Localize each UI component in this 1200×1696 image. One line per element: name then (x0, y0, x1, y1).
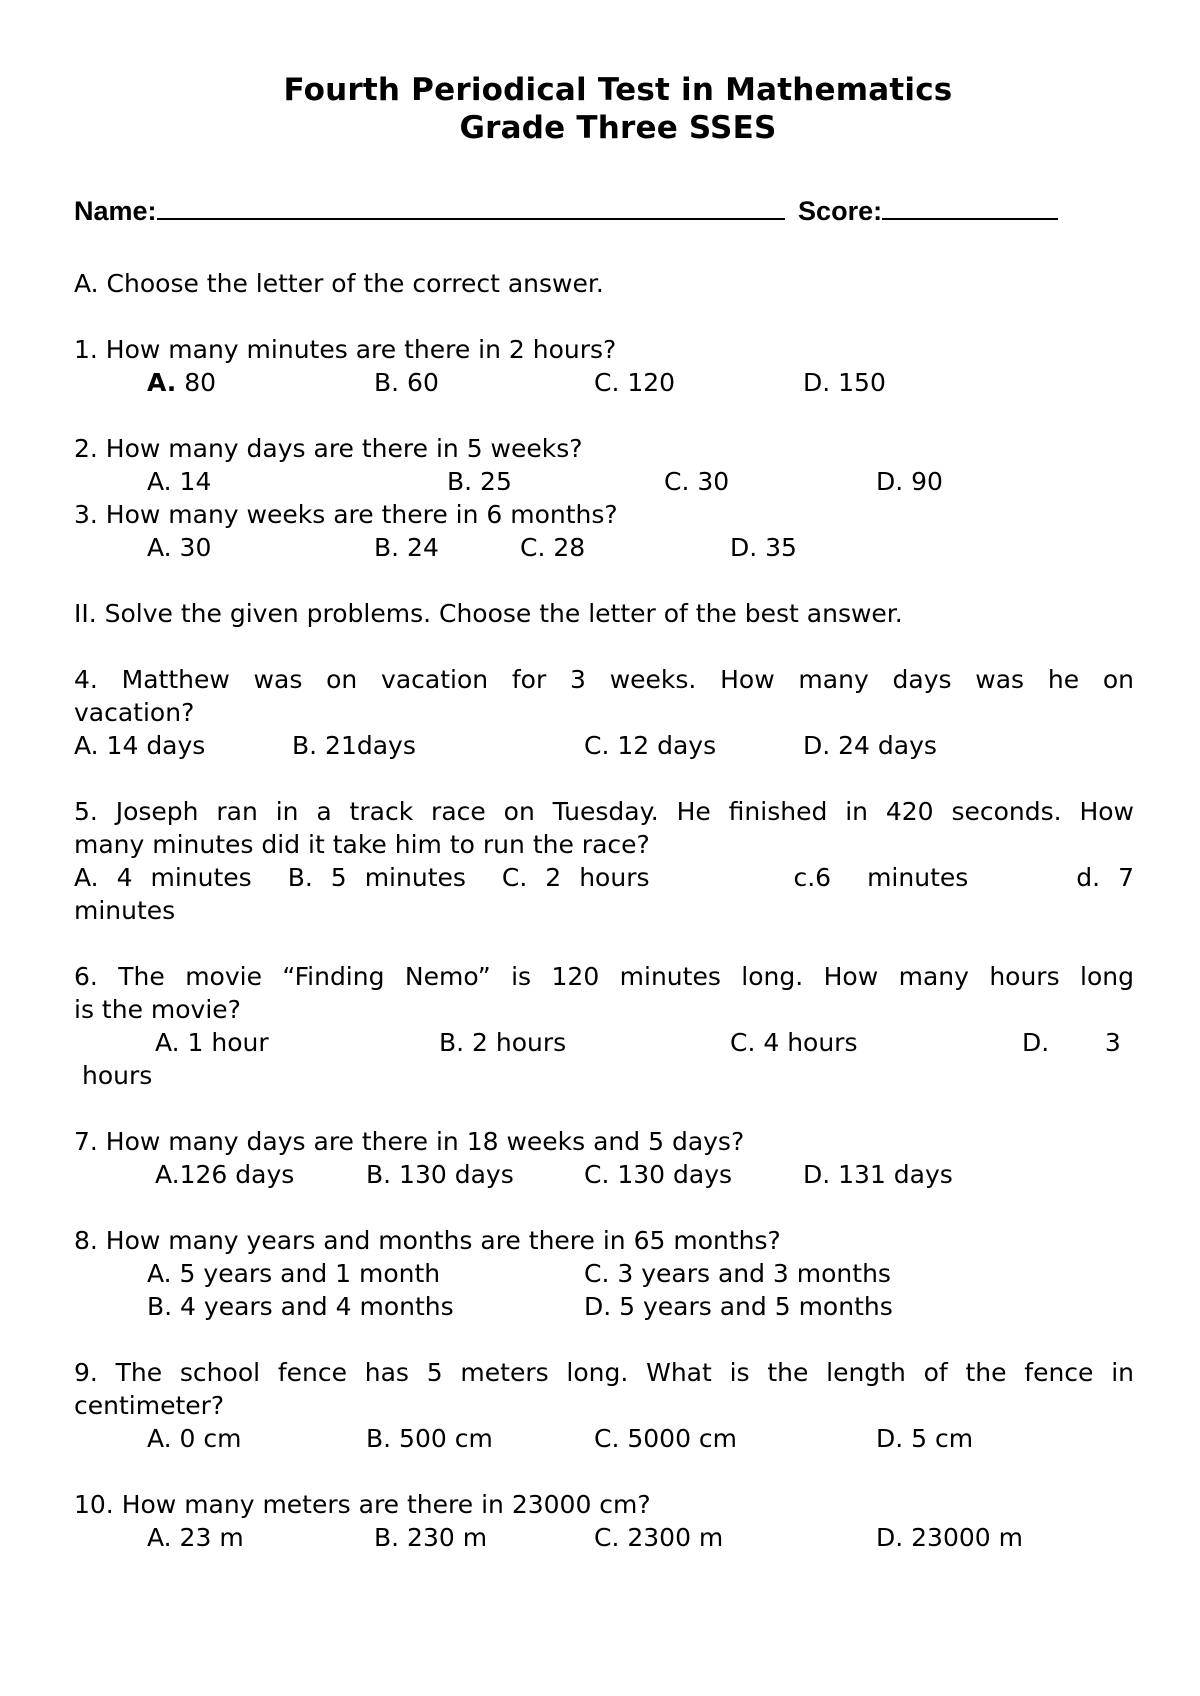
q7-option-b: B. 130 days (366, 1160, 514, 1189)
q6-option-d-line-2: hours (82, 1061, 153, 1090)
q5-options-line-1: A. 4 minutes B. 5 minutes C. 2 hours c.6 minutes d. 7 (74, 863, 1134, 892)
question-3: 3. How many weeks are there in 6 months? (74, 500, 618, 529)
q1-option-a-value: 80 (184, 368, 217, 397)
name-blank[interactable] (157, 192, 785, 220)
question-5-line-2: many minutes did it take him to run the race? (74, 830, 650, 859)
q4-option-d: D. 24 days (803, 731, 937, 760)
q8-option-d: D. 5 years and 5 months (584, 1292, 893, 1321)
q2-option-a: A. 14 (147, 467, 212, 496)
q9-option-a: A. 0 cm (147, 1424, 242, 1453)
question-9-line-2: centimeter? (74, 1391, 225, 1420)
question-4-line-1: 4. Matthew was on vacation for 3 weeks. How many days was he on (74, 665, 1134, 694)
question-10: 10. How many meters are there in 23000 cm? (74, 1490, 651, 1519)
q6-option-a: A. 1 hour (155, 1028, 269, 1057)
q3-option-b: B. 24 (374, 533, 439, 562)
q6-option-d-line-1: D. 3 (1022, 1028, 1121, 1057)
q7-option-a: A.126 days (155, 1160, 295, 1189)
q1-option-c: C. 120 (594, 368, 676, 397)
q4-option-c: C. 12 days (584, 731, 717, 760)
section-a-instruction: A. Choose the letter of the correct answer. (74, 269, 604, 298)
q1-option-a-letter: A. (147, 368, 177, 397)
q6-option-c: C. 4 hours (730, 1028, 858, 1057)
question-1: 1. How many minutes are there in 2 hours? (74, 335, 617, 364)
q10-option-a: A. 23 m (147, 1523, 244, 1552)
question-8: 8. How many years and months are there in 65 months? (74, 1226, 781, 1255)
q7-option-d: D. 131 days (803, 1160, 953, 1189)
q1-option-b: B. 60 (374, 368, 439, 397)
q5-options-line-2: minutes (74, 896, 176, 925)
q8-option-b: B. 4 years and 4 months (147, 1292, 454, 1321)
q2-option-d: D. 90 (876, 467, 943, 496)
q9-option-d: D. 5 cm (876, 1424, 974, 1453)
q2-option-c: C. 30 (664, 467, 730, 496)
question-2: 2. How many days are there in 5 weeks? (74, 434, 583, 463)
name-score-row (74, 192, 1058, 227)
page-subtitle: Grade Three SSES (459, 110, 777, 146)
q8-option-a: A. 5 years and 1 month (147, 1259, 441, 1288)
question-6-line-1: 6. The movie “Finding Nemo” is 120 minutes long. How many hours long (74, 962, 1134, 991)
q7-option-c: C. 130 days (584, 1160, 733, 1189)
name-label: Name: (74, 196, 157, 226)
q3-option-c: C. 28 (520, 533, 586, 562)
question-4-line-2: vacation? (74, 698, 195, 727)
q3-option-a: A. 30 (147, 533, 212, 562)
question-9-line-1: 9. The school fence has 5 meters long. What is the length of the fence in (74, 1358, 1134, 1387)
q8-option-c: C. 3 years and 3 months (584, 1259, 891, 1288)
q4-option-b: B. 21days (292, 731, 416, 760)
q2-option-b: B. 25 (447, 467, 512, 496)
score-blank[interactable] (882, 192, 1058, 220)
q10-option-d: D. 23000 m (876, 1523, 1023, 1552)
page-title: Fourth Periodical Test in Mathematics (283, 72, 953, 108)
q10-option-b: B. 230 m (374, 1523, 488, 1552)
q9-option-c: C. 5000 cm (594, 1424, 738, 1453)
question-7: 7. How many days are there in 18 weeks and 5 days? (74, 1127, 745, 1156)
score-label: Score: (798, 196, 883, 226)
question-5-line-1: 5. Joseph ran in a track race on Tuesday. He finished in 420 seconds. How (74, 797, 1134, 826)
q4-option-a: A. 14 days (74, 731, 206, 760)
section-b-instruction: II. Solve the given problems. Choose the letter of the best answer. (74, 599, 903, 628)
q9-option-b: B. 500 cm (366, 1424, 493, 1453)
q3-option-d: D. 35 (730, 533, 797, 562)
q6-option-b: B. 2 hours (439, 1028, 567, 1057)
q1-option-d: D. 150 (803, 368, 886, 397)
question-6-line-2: is the movie? (74, 995, 241, 1024)
q10-option-c: C. 2300 m (594, 1523, 724, 1552)
q1-option-a (147, 366, 216, 399)
